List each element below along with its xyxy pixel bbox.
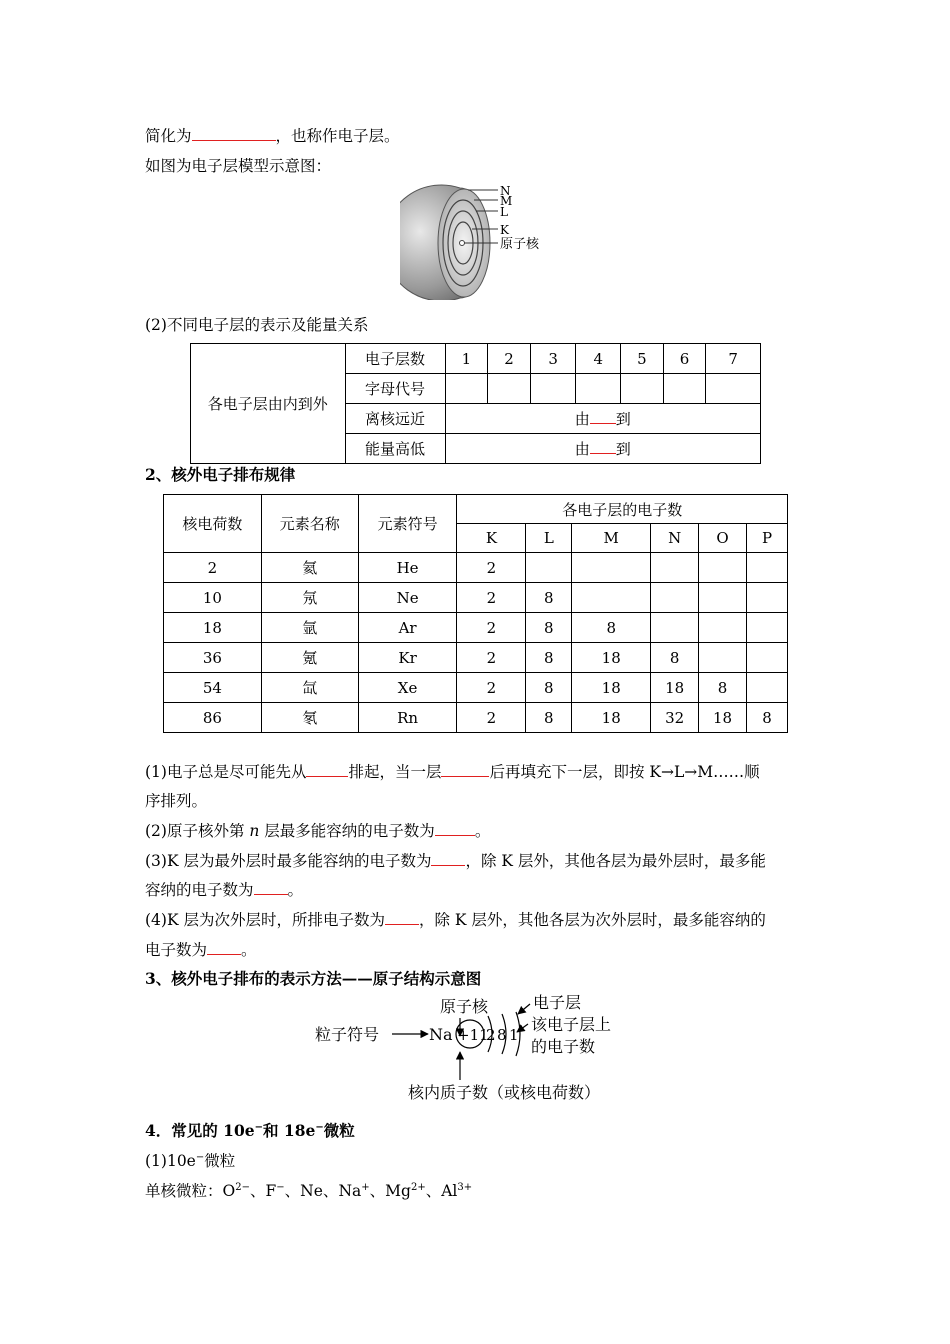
particle-symbol-caption: 粒子符号	[315, 1025, 380, 1044]
layer-number: 4	[576, 344, 621, 374]
table-row	[164, 613, 788, 643]
title-text: 4．常见的 10e	[145, 1121, 255, 1140]
table-row	[164, 553, 788, 583]
shell-count-cell	[651, 613, 699, 643]
answer-blank[interactable]	[441, 762, 489, 777]
answer-blank[interactable]	[207, 940, 241, 955]
shell-count-cell	[699, 583, 747, 613]
element-symbol-cell: He	[358, 553, 457, 583]
layer-number: 7	[706, 344, 761, 374]
ion-charge: 2−	[235, 1182, 250, 1193]
ion-charge: +	[361, 1182, 370, 1193]
letter-cell[interactable]	[706, 374, 761, 404]
shell-count-cell: 18	[572, 673, 651, 703]
row-header: 各电子层由内到外	[191, 344, 346, 464]
section-4-title	[145, 1121, 355, 1141]
shell-count-cell	[572, 583, 651, 613]
element-symbol-cell: Kr	[358, 643, 457, 673]
shell-count-cell	[747, 673, 788, 703]
rule-text: 。	[241, 941, 257, 959]
layer-number: 3	[530, 344, 576, 374]
element-name-cell: 氖	[261, 583, 358, 613]
shell-label-N: N	[500, 184, 511, 198]
rule-text: 。	[287, 881, 304, 899]
letter-cell[interactable]	[488, 374, 531, 404]
shell-caption: 电子层	[533, 994, 582, 1012]
section-2-title: 2、核外电子排布规律	[145, 465, 296, 484]
shell-count-cell: 8	[699, 673, 747, 703]
shell-count-cell: 8	[526, 613, 572, 643]
ion-base: Ne	[300, 1182, 323, 1200]
shell-count-cell: 18	[699, 703, 747, 733]
rule-3-line-1	[145, 851, 766, 871]
element-name-cell: 氩	[261, 613, 358, 643]
element-symbol-cell: Ne	[358, 583, 457, 613]
header-shell-O: O	[699, 524, 747, 553]
rule-4-line-2	[145, 940, 257, 960]
separator: 、	[369, 1182, 386, 1200]
shell-electrons-caption-2: 的电子数	[531, 1037, 596, 1056]
intro-text: 简化为	[145, 127, 192, 145]
rule-text: (4)K 层为次外层时，所排电子数为	[145, 911, 385, 929]
layer-number: 5	[621, 344, 664, 374]
nuclear-charge: +11	[457, 1026, 489, 1044]
layer-number: 6	[663, 344, 706, 374]
shell-count-cell	[651, 553, 699, 583]
section-3-title: 3、核外电子排布的表示方法——原子结构示意图	[145, 969, 482, 988]
shell-count-cell	[699, 553, 747, 583]
shell-electrons-2: 8	[497, 1026, 507, 1044]
shell-count-cell	[699, 643, 747, 673]
table-row	[164, 703, 788, 733]
shell-count-cell	[747, 643, 788, 673]
shell-count-cell: 2	[457, 703, 526, 733]
na-symbol: Na	[429, 1025, 453, 1044]
ion-charge: 2+	[410, 1182, 426, 1193]
shell-count-cell: 2	[457, 553, 526, 583]
shell-count-cell: 32	[651, 703, 699, 733]
from-text: 由	[574, 410, 590, 428]
rule-1-line-1	[145, 762, 760, 782]
shell-count-cell: 18	[572, 703, 651, 733]
element-symbol-cell: Rn	[358, 703, 457, 733]
letter-cell[interactable]	[576, 374, 621, 404]
rule-2	[145, 821, 490, 841]
shell-count-cell: 8	[526, 673, 572, 703]
ion-base: O	[222, 1182, 236, 1200]
element-name-cell: 氦	[261, 553, 358, 583]
shell-count-cell: 2	[457, 673, 526, 703]
charge-cell: 2	[164, 553, 262, 583]
electron-shell-figure	[400, 180, 560, 300]
answer-blank[interactable]	[385, 910, 419, 925]
mono-particles-line	[145, 1181, 472, 1201]
shell-electrons-3: 1	[509, 1026, 519, 1044]
energy-cell	[445, 434, 760, 464]
separator: 、	[249, 1182, 266, 1200]
shell-energy-table	[190, 343, 761, 464]
rule-4-line-1	[145, 910, 766, 930]
header-shell-K: K	[457, 524, 526, 553]
title-text: 和 18e	[263, 1121, 316, 1140]
nucleus-label: 原子核	[500, 237, 540, 252]
shell-count-cell	[526, 553, 572, 583]
rule-text: ，除 K 层外，其他各层为最外层时，最多能	[465, 852, 766, 870]
answer-blank[interactable]	[431, 851, 465, 866]
header-charge: 核电荷数	[164, 495, 262, 553]
ion-base: Mg	[385, 1182, 411, 1200]
header-shell-P: P	[747, 524, 788, 553]
intro-line-2: 如图为电子层模型示意图：	[145, 157, 332, 175]
section-2-1-title: (2)不同电子层的表示及能量关系	[145, 316, 369, 334]
title-text: 微粒	[323, 1121, 355, 1140]
rule-text: 电子数为	[145, 941, 208, 959]
shell-label-L: L	[500, 205, 508, 219]
rule-text: (1)电子总是尽可能先从	[145, 763, 307, 781]
shell-count-cell: 2	[457, 613, 526, 643]
to-text: 到	[615, 410, 631, 428]
title-sup: −	[254, 1122, 264, 1133]
shell-count-cell	[651, 583, 699, 613]
distance-cell	[445, 404, 760, 434]
table-row	[164, 643, 788, 673]
shell-count-cell	[747, 553, 788, 583]
charge-cell: 18	[164, 613, 262, 643]
rule-1-line-2: 序排列。	[145, 792, 208, 810]
answer-blank[interactable]	[435, 821, 475, 836]
header-shell-M: M	[572, 524, 651, 553]
separator: 、	[322, 1182, 339, 1200]
to-text: 到	[615, 440, 631, 458]
rule-text: n	[249, 822, 260, 840]
charge-cell: 86	[164, 703, 262, 733]
charge-cell: 36	[164, 643, 262, 673]
answer-blank[interactable]	[192, 126, 276, 141]
title-sup: −	[315, 1122, 324, 1133]
shell-count-cell	[747, 583, 788, 613]
element-name-cell: 氡	[261, 703, 358, 733]
rule-text: 。	[474, 822, 491, 840]
shell-count-cell: 8	[526, 643, 572, 673]
answer-blank[interactable]	[590, 439, 616, 454]
from-text: 由	[574, 440, 590, 458]
section-4-sub	[145, 1151, 235, 1171]
header-name: 元素名称	[261, 495, 358, 553]
shell-count-cell: 8	[526, 703, 572, 733]
letter-cell[interactable]	[663, 374, 706, 404]
energy-label: 能量高低	[345, 434, 445, 464]
ion-base: F	[265, 1182, 277, 1200]
sub-sup: −	[195, 1152, 205, 1163]
header-shell-L: L	[526, 524, 572, 553]
sub-text: 微粒	[204, 1152, 236, 1170]
rule-text: (3)K 层为最外层时最多能容纳的电子数为	[145, 852, 432, 870]
intro-text: ，也称作电子层。	[275, 127, 400, 145]
charge-cell: 10	[164, 583, 262, 613]
header-shell-N: N	[651, 524, 699, 553]
header-symbol: 元素符号	[358, 495, 457, 553]
element-symbol-cell: Xe	[358, 673, 457, 703]
letter-cell[interactable]	[530, 374, 576, 404]
answer-blank[interactable]	[254, 880, 288, 895]
ion-base: Al	[441, 1182, 458, 1200]
charge-cell: 54	[164, 673, 262, 703]
letter-cell[interactable]	[621, 374, 664, 404]
letter-cell[interactable]	[445, 374, 488, 404]
shell-label-M: M	[500, 194, 513, 208]
shell-count-cell: 8	[651, 643, 699, 673]
element-name-cell: 氙	[261, 673, 358, 703]
layer-no-label: 电子层数	[345, 344, 445, 374]
shell-electrons-caption-1: 该电子层上	[531, 1015, 612, 1034]
shell-count-cell	[572, 553, 651, 583]
shell-count-cell: 2	[457, 583, 526, 613]
distance-label: 离核远近	[345, 404, 445, 434]
table-row	[164, 583, 788, 613]
shell-count-cell	[699, 613, 747, 643]
protons-caption: 核内质子数（或核电荷数）	[408, 1083, 601, 1102]
nucleus-caption: 原子核	[440, 997, 489, 1016]
element-name-cell: 氪	[261, 643, 358, 673]
rule-text: (2)原子核外第	[145, 822, 250, 840]
letter-label: 字母代号	[345, 374, 445, 404]
rule-text: 排起，当一层	[348, 763, 442, 781]
shell-count-cell: 18	[651, 673, 699, 703]
shell-count-cell: 2	[457, 643, 526, 673]
intro-line-1	[145, 126, 400, 146]
ion-charge: −	[276, 1182, 285, 1193]
shell-label-K: K	[500, 223, 509, 237]
separator: 、	[284, 1182, 301, 1200]
ion-base: Na	[338, 1182, 362, 1200]
atomic-structure-diagram	[300, 994, 660, 1114]
shell-count-cell: 8	[572, 613, 651, 643]
shell-electrons-1: 2	[486, 1026, 496, 1044]
rule-text: 层最多能容纳的电子数为	[259, 822, 435, 840]
sub-text: (1)10e	[145, 1152, 196, 1170]
rule-text: 后再填充下一层，即按 K→L→M……顺	[489, 763, 760, 781]
rule-3-line-2	[145, 880, 303, 900]
header-group: 各电子层的电子数	[457, 495, 788, 524]
rule-text: 容纳的电子数为	[145, 881, 254, 899]
ion-charge: 3+	[457, 1182, 473, 1193]
layer-number: 1	[445, 344, 488, 374]
shell-count-cell: 8	[526, 583, 572, 613]
separator: 、	[425, 1182, 442, 1200]
shell-count-cell	[747, 613, 788, 643]
shell-count-cell: 18	[572, 643, 651, 673]
layer-number: 2	[488, 344, 531, 374]
ion-list	[223, 1182, 473, 1200]
table-row	[164, 673, 788, 703]
answer-blank[interactable]	[306, 762, 348, 777]
element-symbol-cell: Ar	[358, 613, 457, 643]
answer-blank[interactable]	[590, 409, 616, 424]
rule-text: ，除 K 层外，其他各层为次外层时，最多能容纳的	[418, 911, 766, 929]
mono-label: 单核微粒：	[145, 1182, 223, 1200]
shell-count-cell: 8	[747, 703, 788, 733]
electron-arrangement-table	[163, 494, 788, 733]
